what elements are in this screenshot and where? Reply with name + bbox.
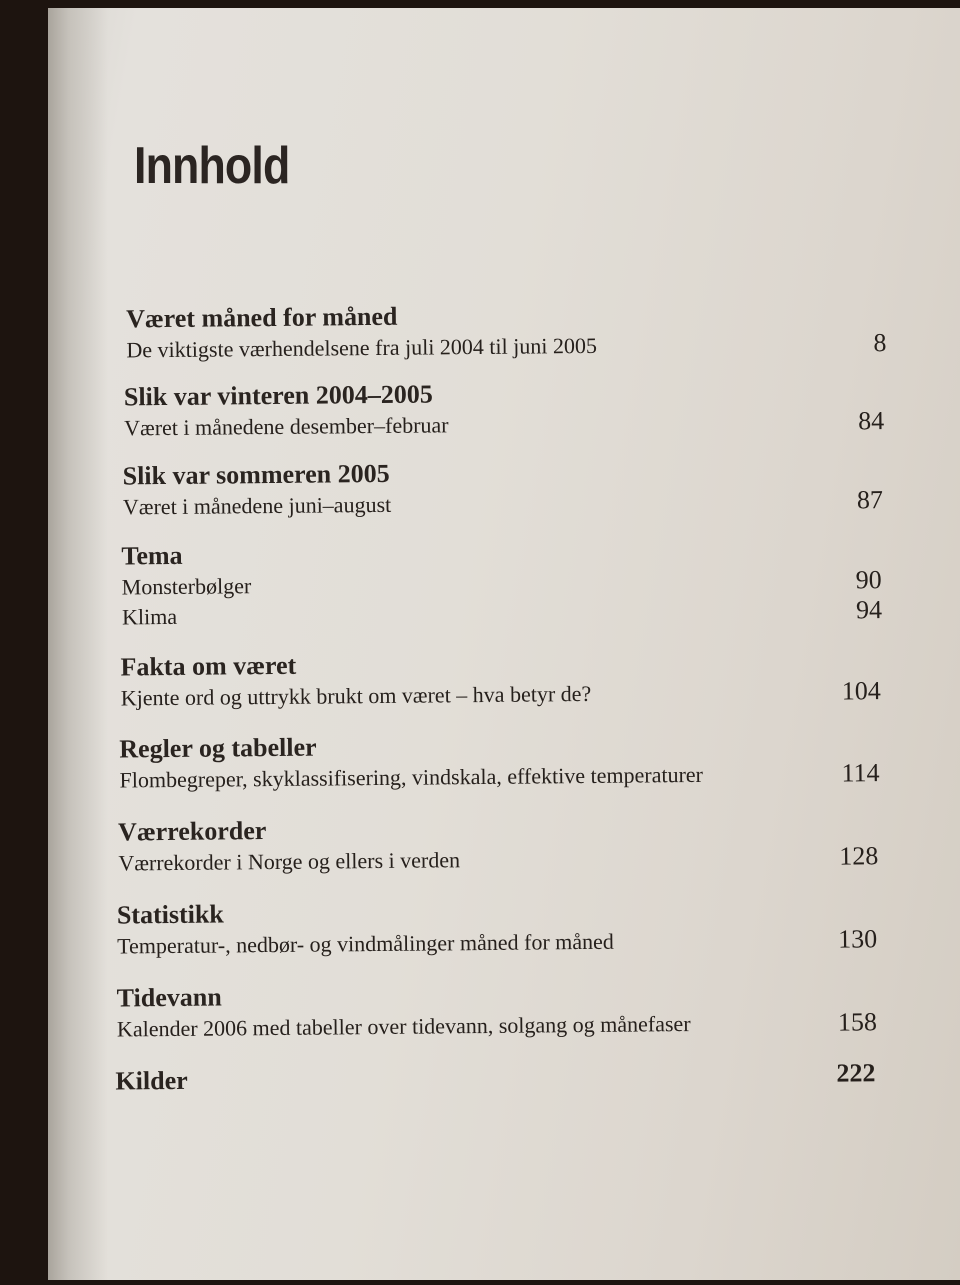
toc-page-number: 104	[841, 676, 881, 706]
toc-entry	[120, 644, 881, 713]
toc-entry	[126, 296, 887, 365]
toc-page-number: 8	[873, 328, 887, 358]
toc-entry-line	[123, 485, 883, 522]
toc-entry-title: Tema	[121, 540, 183, 571]
toc-entry-title: Værrekorder	[117, 816, 267, 847]
toc-entry-description: Været i månedene desember–februar	[124, 412, 449, 441]
toc-entry	[123, 453, 884, 522]
toc-entry-line	[121, 676, 881, 713]
toc-entry-description: De viktigste værhendelsene fra juli 2004 til juni 2005	[126, 332, 598, 363]
toc-page-number: 128	[839, 841, 879, 871]
toc-entry-description: Flombegreper, skyklassifisering, vindskala, effektive temperaturer	[119, 761, 704, 793]
toc-entry	[117, 892, 878, 961]
toc-page-number: 90	[855, 565, 882, 595]
toc-entry	[121, 533, 882, 632]
toc-page-number: 222	[836, 1058, 876, 1088]
page-title: Innhold	[134, 137, 290, 195]
toc-entry-description: Værrekorder i Norge og ellers i verden	[118, 847, 461, 876]
toc-entry-line	[117, 924, 877, 961]
toc-entry-line	[124, 406, 884, 443]
toc-page-number: 158	[837, 1007, 878, 1037]
toc-page-number: 114	[841, 758, 880, 788]
toc-entry-title: Tidevann	[116, 982, 222, 1013]
toc-entry-title: Slik var sommeren 2005	[122, 458, 390, 491]
toc-entry-line	[119, 758, 879, 795]
toc-page-number: 94	[855, 595, 883, 625]
toc-entry-title: Været måned for måned	[126, 301, 398, 334]
toc-entry-title: Fakta om været	[120, 650, 297, 682]
toc-page-number: 130	[838, 924, 878, 954]
toc-entry-title: Slik var vinteren 2004–2005	[123, 379, 433, 412]
toc-entry-description: Kalender 2006 med tabeller over tidevann, solgang og månefaser	[116, 1011, 691, 1042]
toc-entry-title: Regler og tabeller	[119, 732, 317, 764]
toc-entry-description: Kjente ord og uttrykk brukt om været – hva betyr de?	[120, 680, 592, 711]
toc-entry-line	[118, 841, 878, 878]
toc-entry	[124, 374, 885, 443]
toc-entry-description: Monsterbølger	[121, 573, 252, 600]
toc-entry-line	[126, 328, 886, 365]
toc-entry-description: Temperatur-, nedbør- og vindmålinger måned for måned	[117, 928, 614, 959]
toc-entry	[115, 1058, 875, 1097]
toc-page-number: 87	[856, 485, 884, 515]
toc-entry	[117, 975, 878, 1044]
toc-entry-title: Kilder	[115, 1065, 188, 1096]
toc-entry	[119, 726, 880, 795]
toc-entry-line	[122, 595, 882, 632]
toc-entry-description: Været i månedene juni–august	[122, 491, 392, 520]
toc-entry-description: Klima	[121, 603, 178, 630]
toc-entry-line	[115, 1058, 875, 1097]
toc-entry-title: Statistikk	[116, 899, 224, 930]
toc-entry-line	[117, 1007, 877, 1044]
toc-entry	[118, 809, 879, 878]
toc-page-number: 84	[858, 406, 885, 436]
